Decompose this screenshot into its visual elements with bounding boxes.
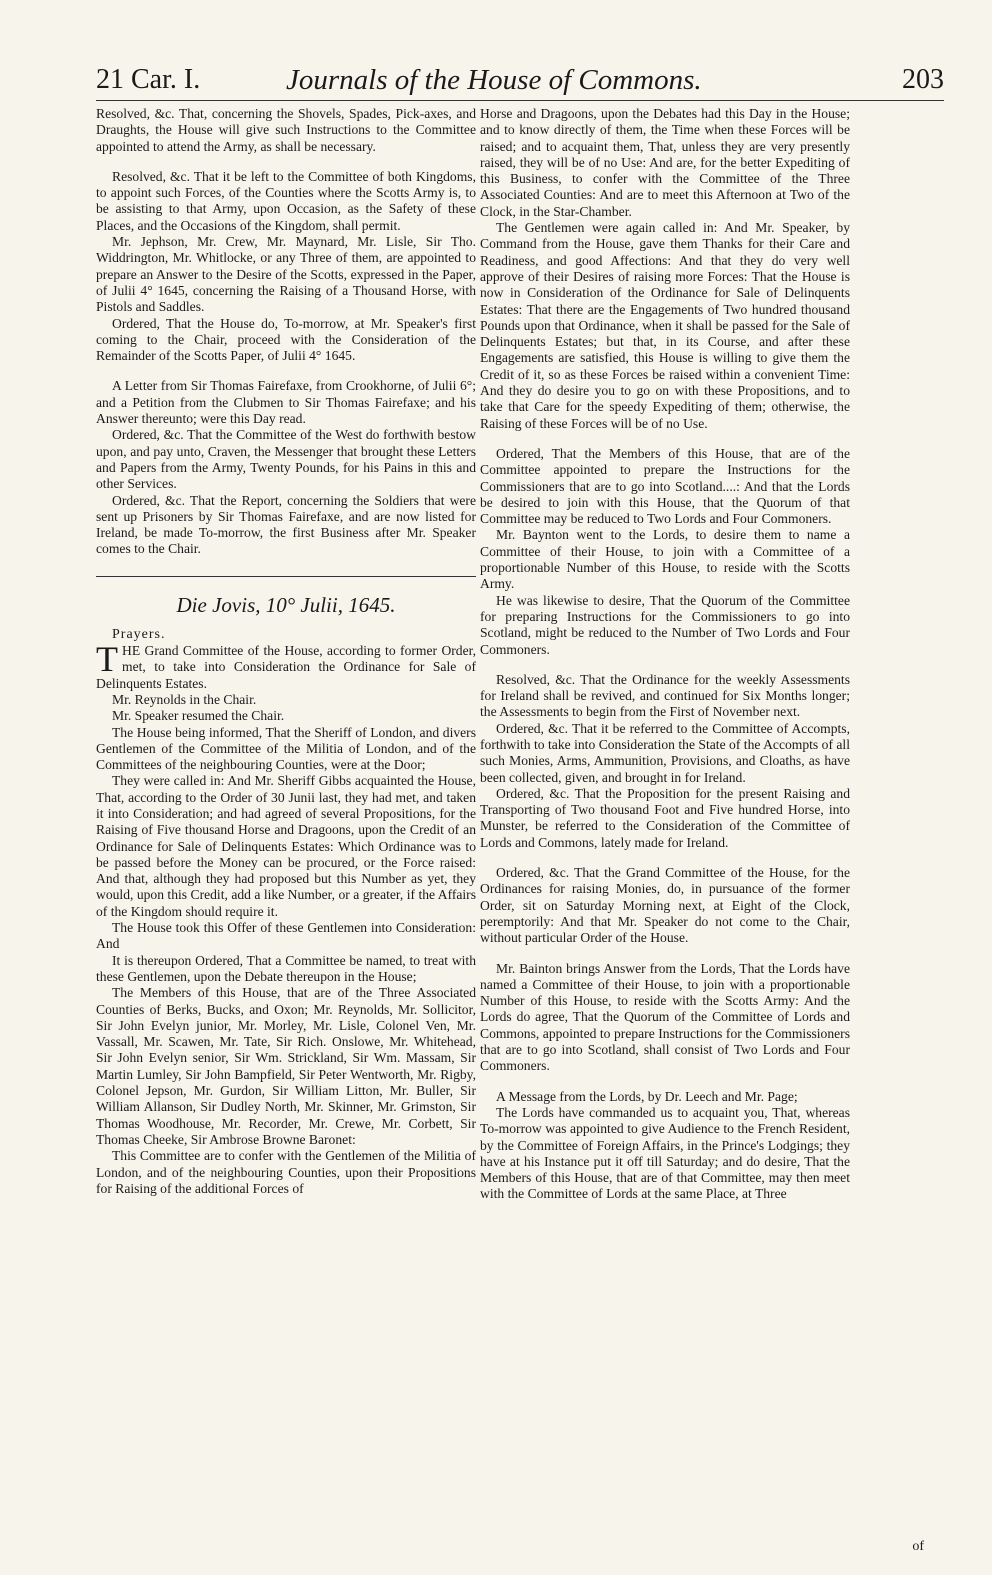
paragraph: This Committee are to confer with the Gentlemen of the Militia of London, and of the neighbouring Counties, upon their Propositions for Raising of the additional Forces of bbox=[96, 1148, 476, 1196]
paragraph: Resolved, &c. That the Ordinance for the weekly Assessments for Ireland shall be revived, and continued for Six Months longer; the Assessments to begin from the First of November next. bbox=[480, 671, 850, 720]
paragraph: Mr. Reynolds in the Chair. bbox=[112, 691, 257, 707]
paragraph: The Lords have commanded us to acquaint you, That, whereas To-morrow was appointed to give Audience to the French Resident, by the Committee of Foreign Affairs, in the Prince's Lodgings; they have at his Instance put it off till Saturday; and do desire, That the Members of this House, that are of that Committee, may then meet with the Committee of Lords at the same Place, at Three bbox=[480, 1104, 850, 1202]
paragraph: He was likewise to desire, That the Quorum of the Committee for preparing Instructions for the Commissioners to go into Scotland, might be reduced to the Number of Two Lords and Four Commoners. bbox=[480, 592, 850, 657]
section-divider bbox=[96, 576, 476, 577]
paragraph: Resolved, &c. That, concerning the Shovels, Spades, Pick-axes, and Draughts, the House will give such Instructions to the Committee appointed to attend the Army, as shall be necessary. bbox=[96, 106, 476, 154]
right-column bbox=[480, 106, 850, 1203]
regnal-year: 21 Car. I. bbox=[96, 64, 201, 95]
paragraph: It is thereupon Ordered, That a Committee be named, to treat with these Gentlemen, upon the Debate thereupon in the House; bbox=[96, 952, 476, 984]
paragraph: Ordered, That the House do, To-morrow, at Mr. Speaker's first coming to the Chair, proceed with the Consideration of the Remainder of the Scotts Paper, of Julii 4° 1645. bbox=[96, 315, 476, 364]
paragraph: Ordered, &c. That the Committee of the West do forthwith bestow upon, and pay unto, Craven, the Messenger that brought these Letters and Papers from the Army, Twenty Pounds, for his Pains in this and other Services. bbox=[96, 427, 476, 492]
paragraph: Ordered, &c. That the Report, concerning the Soldiers that were sent up Prisoners by Sir Thomas Fairefaxe, and are now listed for Ireland, be made To-morrow, the first Business after Mr. Speaker comes to the Chair. bbox=[96, 492, 476, 557]
journal-title: Journals of the House of Commons. bbox=[286, 64, 702, 96]
catchword: of bbox=[912, 1539, 924, 1554]
paragraph: Ordered, &c. That it be referred to the Committee of Accompts, forthwith to take into Consideration the State of the Accompts of all such Monies, Arms, Ammunition, Provisions, and Cloaths, as have been collected, given, and brought in for Ireland. bbox=[480, 720, 850, 785]
paragraph: They were called in: And Mr. Sheriff Gibbs acquainted the House, That, according to the Order of 30 Junii last, they had met, and taken it into Consideration; and had agreed of several Propositions, for the Raising of Five thousand Horse and Dragoons, upon the Credit of an Ordinance for Sale of Delinquents Estates: Which Ordinance was to be passed before the Money can be procured, or the Force raised: And that, although they had proposed but this Number as yet, they would, upon this Credit, add a like Number, or a greater, if the Affairs of the Kingdom should require it. bbox=[96, 773, 476, 919]
paragraph: Mr. Jephson, Mr. Crew, Mr. Maynard, Mr. Lisle, Sir Tho. Widdrington, Mr. Whitlocke, or any Three of them, are appointed to prepare an Answer to the Desire of the Scotts, expressed in the Paper, of Julii 4° 1645, concerning the Raising of a Thousand Horse, with Pistols and Saddles. bbox=[96, 234, 476, 315]
paragraph: Mr. Baynton went to the Lords, to desire them to name a Committee of their House, to join with a Committee of a proportionable Number of this House, to reside with the Scotts Army. bbox=[480, 527, 850, 592]
paragraph: Mr. Speaker resumed the Chair. bbox=[112, 708, 285, 724]
paragraph bbox=[96, 639, 476, 692]
paragraph: The Gentlemen were again called in: And Mr. Speaker, by Command from the House, gave them Thanks for their Care and Readiness, and good Affections: And that they do very well approve of their Desires of raising more Forces: That the House is now in Consideration of the Ordinance for Sale of Delinquents Estates: That there are the Engagements of Two hundred thousand Pounds upon that Ordinance, when it shall be passed for the Sale of Delinquents Estates; but that, in its Course, and after these Engagements are satisfied, this House is willing to give them the Credit of it, so as these Forces be raised within a convenient Time: And they do desire you to go on with these Propositions, and to take that Care for the speedy Expediting of them; otherwise, the Raising of these Forces will be of no Use. bbox=[480, 220, 850, 431]
paragraph-text: HE Grand Committee of the House, according to former Order, met, to take into Consideration the Ordinance for Sale of Delinquents Estates. bbox=[96, 643, 476, 691]
paragraph: The House took this Offer of these Gentlemen into Consideration: And bbox=[96, 920, 476, 952]
paragraph: A Message from the Lords, by Dr. Leech and Mr. Page; bbox=[496, 1088, 798, 1104]
paragraph: Horse and Dragoons, upon the Debates had this Day in the House; and to know directly of them, the Time when these Forces will be raised; and to acquaint them, That, unless they are very presently raised, they will be of no Use: And are, for the better Expediting of this Business, to confer with the Committee of the Three Associated Counties: And are to meet this Afternoon at Two of the Clock, in the Star-Chamber. bbox=[480, 106, 850, 219]
day-heading: Die Jovis, 10° Julii, 1645. bbox=[176, 592, 396, 617]
page-header bbox=[96, 60, 944, 101]
paragraph: A Letter from Sir Thomas Fairefaxe, from Crookhorne, of Julii 6°; and a Petition from the Clubmen to Sir Thomas Fairefaxe; and his Answer thereunto; were this Day read. bbox=[96, 378, 476, 427]
paragraph: Ordered, That the Members of this House, that are of the Committee appointed to prepare the Instructions for the Commissioners that are to go into Scotland....: And that the Lords be desired to join with this House, that the Quorum of that Committee may be reduced to Two Lords and Four Commoners. bbox=[480, 445, 850, 527]
paragraph: Ordered, &c. That the Grand Committee of the House, for the Ordinances for raising Monies, do, in pursuance of the former Order, sit on Saturday Morning next, at Eight of the Clock, peremptorily: And that Mr. Speaker do not come to the Chair, without particular Order of the House. bbox=[480, 865, 850, 946]
paragraph: The Members of this House, that are of the Three Associated Counties of Berks, Bucks, and Oxon; Mr. Reynolds, Mr. Sollicitor, Sir John Evelyn junior, Mr. Morley, Mr. Lisle, Colonel Ven, Mr. Vassall, Mr. Scawen, Mr. Tate, Sir Rich. Onslowe, Mr. Whitehead, Sir John Evelyn senior, Sir Wm. Strickland, Sir Wm. Massam, Sir Martin Lumley, Sir John Bampfield, Sir Peter Wentworth, Mr. Rigby, Colonel Jepson, Mr. Gurdon, Sir William Litton, Mr. Buller, Sir William Allanson, Sir Dudley North, Mr. Skinner, Mr. Grimston, Sir Thomas Woodhouse, Mr. Recorder, Mr. Crewe, Mr. Corbett, Sir Thomas Cheeke, Sir Ambrose Browne Baronet: bbox=[96, 985, 476, 1147]
drop-cap: T bbox=[96, 639, 118, 680]
prayers-heading: Prayers. bbox=[112, 626, 166, 642]
paragraph: Resolved, &c. That it be left to the Committee of both Kingdoms, to appoint such Forces, of the Counties where the Scotts Army is, to be assisting to that Army, upon Occasion, as the Safety of these Places, and the Occasions of the Kingdom, shall permit. bbox=[96, 168, 476, 233]
page-number: 203 bbox=[902, 64, 944, 95]
paragraph: Ordered, &c. That the Proposition for the present Raising and Transporting of Two thousand Foot and Five hundred Horse, into Munster, be referred to the Consideration of the Committee of Lords and Commons, lately made for Ireland. bbox=[480, 785, 850, 850]
paragraph: The House being informed, That the Sheriff of London, and divers Gentlemen of the Committee of the Militia of London, and of the Committees of the neighbouring Counties, were at the Door; bbox=[96, 724, 476, 773]
left-column bbox=[96, 106, 476, 1197]
paragraph: Mr. Bainton brings Answer from the Lords, That the Lords have named a Committee of their House, to join with a proportionable Number of this House, to reside with the Scotts Army: And the Lords do agree, That the Quorum of the Committee of Lords and Commons, appointed to prepare Instructions for the Commissioners that are to go into Scotland, shall consist of Two Lords and Four Commoners. bbox=[480, 960, 850, 1074]
